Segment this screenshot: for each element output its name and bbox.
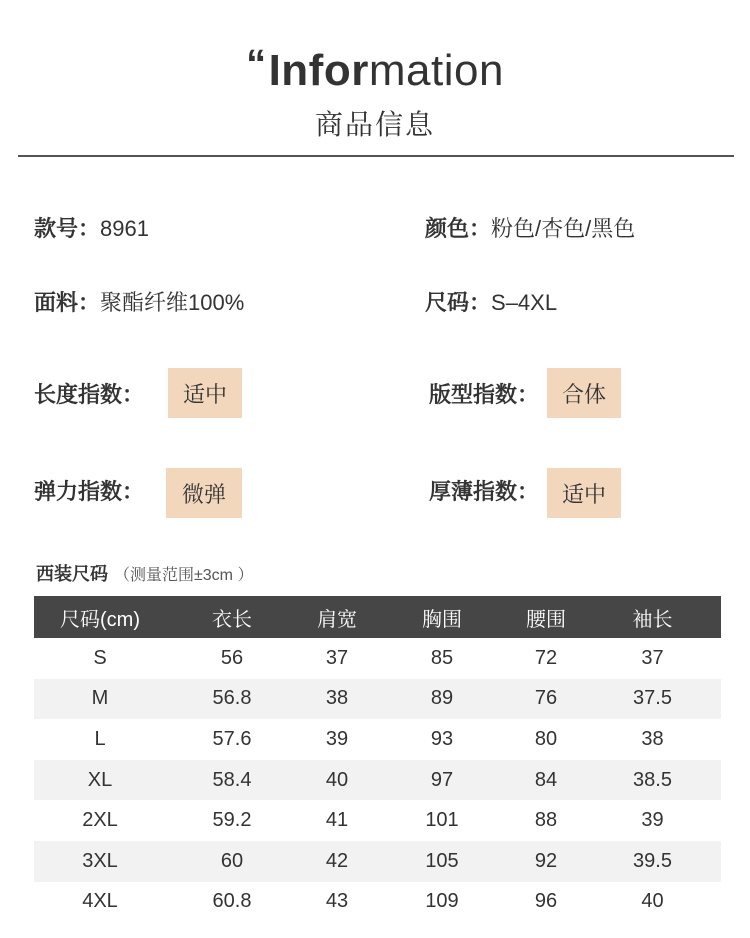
style-number-value: 8961 (100, 216, 149, 241)
table-cell: S (93, 646, 107, 669)
table-cell: 80 (534, 727, 558, 750)
table-cell: 3XL (82, 849, 118, 872)
table-cell: 109 (425, 890, 459, 913)
length-index-badge: 适中 (168, 368, 242, 418)
table-cell: 59.2 (212, 809, 252, 832)
stretch-index-badge: 微弹 (166, 468, 242, 518)
page-subtitle: 商品信息 (314, 109, 435, 140)
table-cell: 56.8 (212, 687, 252, 710)
table-cell: 84 (534, 768, 558, 791)
size-table (34, 596, 721, 922)
quote-mark: “ (246, 42, 267, 86)
thickness-index (429, 468, 621, 518)
size-range-label: 尺码： (425, 290, 492, 315)
table-cell: 42 (325, 849, 349, 872)
table-cell: L (94, 727, 106, 750)
title-bold-part: Infor (268, 46, 369, 95)
length-index (34, 368, 242, 418)
table-cell: 89 (430, 687, 454, 710)
size-range-info (425, 288, 557, 318)
table-cell: 41 (325, 809, 349, 832)
header-divider (18, 155, 734, 157)
table-header-cell: 肩宽 (317, 608, 357, 631)
table-cell: 38 (641, 727, 664, 750)
table-cell: 72 (534, 646, 558, 669)
table-cell: 37 (325, 646, 349, 669)
size-range-value: S–4XL (491, 290, 558, 315)
table-cell: 4XL (82, 890, 118, 913)
table-row (34, 679, 721, 720)
table-cell: 76 (534, 687, 558, 710)
table-row (34, 800, 721, 841)
table-cell: 57.6 (212, 727, 252, 750)
fabric-label: 面料： (34, 290, 101, 315)
table-row (34, 882, 721, 923)
table-row (34, 719, 721, 760)
table-header-row (34, 596, 721, 638)
style-number-info (34, 214, 149, 244)
table-cell: 38.5 (633, 768, 672, 791)
title-light-part: mation (368, 46, 504, 95)
table-header-cell: 尺码(cm) (60, 608, 140, 631)
table-cell: 56 (220, 646, 244, 669)
table-cell: 37 (641, 646, 664, 669)
page-header (0, 38, 750, 143)
thickness-index-label: 厚薄指数： (429, 478, 540, 504)
table-cell: 97 (430, 768, 454, 791)
table-header-cell: 胸围 (422, 608, 462, 631)
table-row (34, 638, 721, 679)
stretch-index (34, 468, 242, 518)
table-cell: 38 (325, 687, 349, 710)
table-cell: 37.5 (633, 687, 672, 710)
table-cell: 88 (534, 809, 558, 832)
table-row (34, 760, 721, 801)
table-cell: 92 (534, 849, 558, 872)
page-title (0, 38, 750, 97)
size-table-note: （测量范围±3cm ） (114, 567, 254, 584)
table-cell: 2XL (82, 809, 118, 832)
table-header-cell: 腰围 (526, 608, 566, 631)
table-cell: 93 (430, 727, 454, 750)
table-cell: 40 (325, 768, 349, 791)
fit-index-badge: 合体 (547, 368, 621, 418)
color-info (425, 214, 635, 244)
size-table-heading: 西装尺码 (36, 564, 108, 584)
fabric-info (34, 288, 244, 318)
fabric-value: 聚酯纤维100% (100, 290, 245, 315)
table-cell: 60 (220, 849, 244, 872)
table-cell: 58.4 (212, 768, 252, 791)
fit-index-label: 版型指数： (429, 381, 540, 407)
table-cell: M (91, 687, 109, 710)
table-header-cell: 衣长 (212, 608, 252, 631)
table-row (34, 841, 721, 882)
table-cell: 60.8 (212, 890, 252, 913)
color-value: 粉色/杏色/黑色 (491, 216, 636, 241)
table-cell: 105 (425, 849, 459, 872)
table-cell: 39 (641, 809, 664, 832)
color-label: 颜色： (425, 216, 492, 241)
table-cell: 39.5 (633, 849, 672, 872)
table-header-cell: 袖长 (632, 608, 673, 631)
table-cell: 40 (641, 890, 664, 913)
table-cell: 43 (325, 890, 349, 913)
table-cell: XL (87, 768, 113, 791)
table-cell: 101 (425, 809, 459, 832)
table-cell: 85 (430, 646, 454, 669)
thickness-index-badge: 适中 (547, 468, 621, 518)
length-index-label: 长度指数： (34, 381, 145, 407)
size-table-title (36, 560, 253, 586)
table-cell: 39 (325, 727, 349, 750)
style-number-label: 款号： (34, 216, 101, 241)
table-cell: 96 (534, 890, 558, 913)
fit-index (429, 368, 621, 418)
stretch-index-label: 弹力指数： (34, 478, 145, 504)
